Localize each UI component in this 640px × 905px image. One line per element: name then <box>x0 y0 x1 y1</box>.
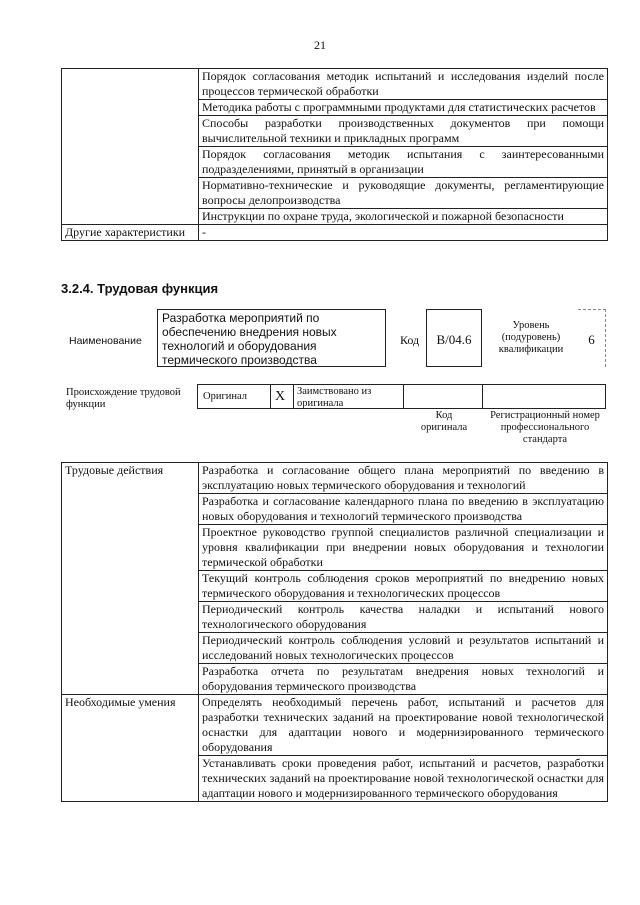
origin-table <box>197 384 606 409</box>
table-cell-empty <box>62 69 199 225</box>
origin-label: Происхождение трудовой функции <box>66 387 181 410</box>
borrowed-label: Заимствовано из оригинала <box>297 386 372 409</box>
code-label: Код <box>400 333 420 347</box>
original-mark: X <box>275 389 286 404</box>
skills-label: Необходимые умения <box>62 695 199 802</box>
table-cell: Нормативно-технические и руководящие документы, регламентирующие вопросы делопроизводства <box>199 178 608 209</box>
table-cell: Инструкции по охране труда, экологической и пожарной безопасности <box>199 209 608 225</box>
other-characteristics-value: - <box>199 225 608 241</box>
table-cell: Порядок согласования методик испытания с заинтересованными подразделениями, принятый в организации <box>199 147 608 178</box>
table-cell: Разработка и согласование общего плана мероприятий по введению в эксплуатацию новых термического оборудования и технологий <box>199 463 608 494</box>
function-name-box: Разработка мероприятий по обеспечению внедрения новых технологий и оборудования термического производства <box>157 309 386 367</box>
table-cell: Определять необходимый перечень работ, испытаний и расчетов для разработки технических заданий на проектирование новой технологической оснастки для адаптации нового и модернизированного термического оборудования <box>199 695 608 756</box>
origin-divider <box>403 384 404 409</box>
table-row <box>62 463 608 494</box>
table-cell: Методика работы с программными продуктами для статистических расчетов <box>199 100 608 116</box>
level-value: 6 <box>578 309 606 367</box>
actions-label: Трудовые действия <box>62 463 199 695</box>
table-row <box>62 225 608 241</box>
code-value: B/04.6 <box>426 309 482 367</box>
table-cell: Текущий контроль соблюдения сроков мероприятий по внедрению новых термического оборудования и технологических процессов <box>199 571 608 602</box>
table-row <box>62 695 608 756</box>
origin-divider <box>270 384 271 409</box>
level-label: Уровень (подуровень) квалификации <box>498 320 564 355</box>
table-cell: Периодический контроль качества наладки и испытаний нового технологического оборудования <box>199 602 608 633</box>
origin-divider <box>293 384 294 409</box>
table-cell: Периодический контроль соблюдения условий и результатов испытаний и исследований новых технологических процессов <box>199 633 608 664</box>
origin-divider <box>482 384 483 409</box>
table-cell: Устанавливать сроки проведения работ, испытаний и расчетов, разработки технических заданий на проектирование новой технологической оснастки для адаптации нового и модернизированного термического оборудования <box>199 756 608 802</box>
table-row <box>62 69 608 100</box>
page-number: 21 <box>314 38 326 52</box>
function-table <box>61 462 608 802</box>
table-cell: Разработка отчета по результатам внедрения новых технологий и оборудования термического производства <box>199 664 608 695</box>
table-cell: Способы разработки производственных документов при помощи вычислительной техники и прикладных программ <box>199 116 608 147</box>
other-characteristics-label: Другие характеристики <box>62 225 199 241</box>
table-cell: Порядок согласования методик испытаний и исследования изделий после процессов термической обработки <box>199 69 608 100</box>
original-label: Оригинал <box>203 391 247 402</box>
knowledge-table <box>61 68 608 241</box>
table-cell: Проектное руководство группой специалистов различной специализации и уровня квалификации при внедрении новых оборудования и технологии термической обработки <box>199 525 608 571</box>
section-heading: 3.2.4. Трудовая функция <box>61 281 219 296</box>
code-original-caption: Код оригинала <box>420 410 468 433</box>
reg-number-caption: Регистрационный номер профессионального стандарта <box>490 410 600 445</box>
table-cell: Разработка и согласование календарного плана по введению в эксплуатацию новых оборудования и технологий термического производства <box>199 494 608 525</box>
name-label: Наименование <box>69 335 142 347</box>
